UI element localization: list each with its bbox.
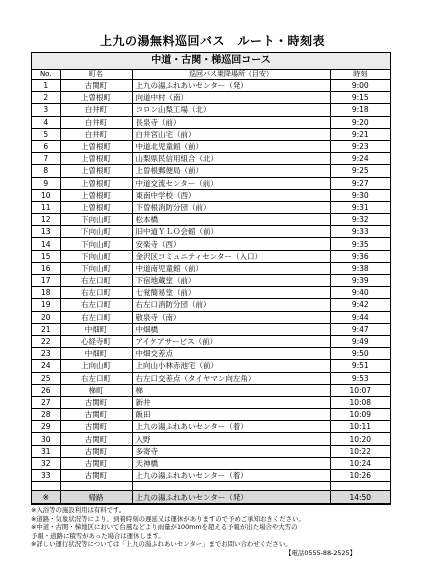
phone-number: 【電話0555-88-2525】 [285, 548, 356, 557]
note-line: ※入浴等の施設利用は有料です。 [31, 506, 126, 514]
row-no: 25 [32, 372, 60, 384]
row-time: 9:44 [330, 311, 390, 323]
row-stop: 白井宮山宅（前） [132, 128, 330, 140]
row-town: 上曽根町 [60, 177, 132, 189]
row-stop: アイケアサービス（前） [132, 335, 330, 347]
row-time: 9:39 [330, 275, 390, 287]
row-stop: 金沢区コミュニティセンター（入口） [132, 250, 330, 262]
row-stop: 長泉寺（前） [132, 116, 330, 128]
row-no: 16 [32, 262, 60, 274]
return-stop: 上九の湯ふれあいセンター（発） [132, 491, 330, 504]
row-no: 18 [32, 287, 60, 299]
row-stop: 新井 [132, 396, 330, 408]
row-time: 9:33 [330, 226, 390, 238]
row-no: 22 [32, 335, 60, 347]
row-no: 8 [32, 165, 60, 177]
row-no: 26 [32, 384, 60, 396]
note-line: ※中道・古関・梯地区において台風などより雨量が100mmを超える予報が出た場合や大雪の [31, 523, 298, 532]
row-stop: 右左口消防分団（前） [132, 299, 330, 311]
row-time: 9:32 [330, 214, 390, 226]
table-row [32, 128, 390, 140]
timetable-sheet [31, 52, 391, 505]
row-no: 11 [32, 201, 60, 213]
row-no: 12 [32, 214, 60, 226]
row-no: 10 [32, 189, 60, 201]
row-town: 古関町 [60, 80, 132, 92]
row-stop: 中道北児童館（前） [132, 140, 330, 152]
row-no: 32 [32, 457, 60, 469]
table-row [32, 153, 390, 165]
table-row [32, 372, 390, 384]
table-row [32, 335, 390, 347]
row-town: 上曽根町 [60, 153, 132, 165]
row-time: 10:20 [330, 433, 390, 445]
row-stop: 旧中道ＹＬＯ会館（前） [132, 226, 330, 238]
note-line: ※詳しい運行状況等については「上九の湯ふれあいセンター」までお問い合わせください。 [31, 540, 292, 549]
timetable-body [32, 80, 390, 482]
row-no: 24 [32, 360, 60, 372]
header-row [32, 70, 390, 80]
table-row [32, 165, 390, 177]
row-town: 上向山町 [60, 360, 132, 372]
table-row [32, 140, 390, 152]
table-row [32, 287, 390, 299]
row-no: 4 [32, 116, 60, 128]
table-row [32, 177, 390, 189]
table-row [32, 189, 390, 201]
row-stop: 上九の湯ふれあいセンター（発） [132, 80, 330, 92]
header-time: 時刻 [330, 70, 390, 80]
row-town: 古関町 [60, 409, 132, 421]
table-row [32, 409, 390, 421]
row-no: 19 [32, 299, 60, 311]
row-town: 古関町 [60, 396, 132, 408]
row-no: 3 [32, 104, 60, 116]
note-line: ※道路・気象状況等により、到着時刻の遅延又は運休がありますので予めご承知おきください。 [31, 514, 305, 523]
row-time: 9:18 [330, 104, 390, 116]
row-time: 10:09 [330, 409, 390, 421]
row-town: 下向山町 [60, 214, 132, 226]
header-town: 町名 [60, 70, 132, 80]
row-stop: 安楽寺（西） [132, 238, 330, 250]
row-stop: 上九の湯ふれあいセンター（着） [132, 470, 330, 482]
table-row [32, 262, 390, 274]
row-stop: 向道中村（南） [132, 92, 330, 104]
row-town: 古関町 [60, 433, 132, 445]
row-stop: コロン山梨工場（北） [132, 104, 330, 116]
row-town: 下向山町 [60, 226, 132, 238]
row-time: 9:15 [330, 92, 390, 104]
row-time: 9:42 [330, 299, 390, 311]
row-no: 31 [32, 445, 60, 457]
row-town: 白井町 [60, 116, 132, 128]
row-stop: 中畑交差点 [132, 348, 330, 360]
row-stop: 上曽根郵便局（前） [132, 165, 330, 177]
row-town: 古関町 [60, 470, 132, 482]
row-town: 右左口町 [60, 372, 132, 384]
return-town: 帰路 [60, 491, 132, 504]
table-row [32, 214, 390, 226]
row-time: 10:07 [330, 384, 390, 396]
row-time: 9:51 [330, 360, 390, 372]
row-town: 上曽根町 [60, 140, 132, 152]
row-time: 9:49 [330, 335, 390, 347]
row-town: 上曽根町 [60, 189, 132, 201]
row-no: 14 [32, 238, 60, 250]
row-town: 上曽根町 [60, 165, 132, 177]
row-town: 上曽根町 [60, 201, 132, 213]
row-no: 20 [32, 311, 60, 323]
row-time: 9:47 [330, 323, 390, 335]
note-line: 予報・道路に積雪があった場合は運休します。 [31, 531, 165, 540]
row-no: 6 [32, 140, 60, 152]
table-row [32, 433, 390, 445]
table-row [32, 360, 390, 372]
row-stop: 梯 [132, 384, 330, 396]
table-row [32, 396, 390, 408]
row-stop: 東南中学校（西） [132, 189, 330, 201]
row-no: 7 [32, 153, 60, 165]
row-stop: 天神橋 [132, 457, 330, 469]
row-stop: 多寄寺 [132, 445, 330, 457]
course-name: 中道・古関・梯巡回コース [32, 53, 390, 70]
row-town: 古関町 [60, 421, 132, 433]
table-row [32, 201, 390, 213]
row-town: 下向山町 [60, 262, 132, 274]
table-row [32, 238, 390, 250]
row-no: 15 [32, 250, 60, 262]
spacer-row [32, 482, 390, 491]
row-town: 下向山町 [60, 238, 132, 250]
table-row [32, 445, 390, 457]
row-town: 上曽根町 [60, 92, 132, 104]
timetable [32, 70, 390, 504]
row-time: 9:00 [330, 80, 390, 92]
row-stop: 七覚簡易堂（前） [132, 287, 330, 299]
table-row [32, 384, 390, 396]
table-row [32, 311, 390, 323]
return-time: 14:50 [330, 491, 390, 504]
row-town: 梯町 [60, 384, 132, 396]
row-time: 9:36 [330, 250, 390, 262]
row-no: 29 [32, 421, 60, 433]
row-time: 9:25 [330, 165, 390, 177]
row-time: 9:23 [330, 140, 390, 152]
row-stop: 入野 [132, 433, 330, 445]
row-no: 2 [32, 92, 60, 104]
row-stop: 飯田 [132, 409, 330, 421]
row-no: 33 [32, 470, 60, 482]
row-stop: 中畑橋 [132, 323, 330, 335]
table-row [32, 226, 390, 238]
header-stop: 巡回バス乗降場所（目安） [132, 70, 330, 80]
row-no: 13 [32, 226, 60, 238]
row-no: 23 [32, 348, 60, 360]
row-time: 10:08 [330, 396, 390, 408]
return-no: ※ [32, 491, 60, 504]
row-time: 9:31 [330, 201, 390, 213]
row-time: 10:22 [330, 445, 390, 457]
row-town: 右左口町 [60, 275, 132, 287]
row-time: 9:53 [330, 372, 390, 384]
table-row [32, 250, 390, 262]
row-town: 右左口町 [60, 287, 132, 299]
row-time: 9:21 [330, 128, 390, 140]
row-time: 9:40 [330, 287, 390, 299]
page-title: 上九の湯無料巡回バス ルート・時刻表 [99, 34, 325, 48]
row-stop: 中道南児童館（前） [132, 262, 330, 274]
row-stop: 上向山小林赤池宅（前） [132, 360, 330, 372]
row-town: 古関町 [60, 457, 132, 469]
table-row [32, 421, 390, 433]
row-town: 心経寺町 [60, 335, 132, 347]
row-stop: 中道交流センター（前） [132, 177, 330, 189]
row-time: 9:27 [330, 177, 390, 189]
table-row [32, 92, 390, 104]
table-row [32, 348, 390, 360]
row-stop: 山梨県民信用組合（北） [132, 153, 330, 165]
row-no: 17 [32, 275, 60, 287]
table-row [32, 80, 390, 92]
row-time: 9:50 [330, 348, 390, 360]
row-town: 右左口町 [60, 299, 132, 311]
row-stop: 敬泉寺（南） [132, 311, 330, 323]
row-no: 21 [32, 323, 60, 335]
row-time: 10:24 [330, 457, 390, 469]
row-time: 9:24 [330, 153, 390, 165]
row-town: 白井町 [60, 128, 132, 140]
row-stop: 上九の湯ふれあいセンター（着） [132, 421, 330, 433]
row-town: 白井町 [60, 104, 132, 116]
row-time: 10:11 [330, 421, 390, 433]
row-time: 9:20 [330, 116, 390, 128]
return-row [32, 491, 390, 504]
row-time: 10:26 [330, 470, 390, 482]
header-no: No. [32, 70, 60, 80]
row-no: 28 [32, 409, 60, 421]
row-stop: 松本橋 [132, 214, 330, 226]
row-town: 中畑町 [60, 323, 132, 335]
row-no: 27 [32, 396, 60, 408]
row-no: 30 [32, 433, 60, 445]
row-town: 古関町 [60, 445, 132, 457]
row-time: 9:38 [330, 262, 390, 274]
row-time: 9:30 [330, 189, 390, 201]
table-row [32, 323, 390, 335]
row-town: 下向山町 [60, 250, 132, 262]
table-row [32, 275, 390, 287]
table-row [32, 457, 390, 469]
row-stop: 右左口交差点（タイヤマン向左角） [132, 372, 330, 384]
row-time: 9:35 [330, 238, 390, 250]
table-row [32, 299, 390, 311]
row-town: 中畑町 [60, 348, 132, 360]
row-no: 1 [32, 80, 60, 92]
row-no: 9 [32, 177, 60, 189]
table-row [32, 104, 390, 116]
table-row [32, 470, 390, 482]
row-town: 右左口町 [60, 311, 132, 323]
row-stop: 下宿地蔵堂（前） [132, 275, 330, 287]
row-no: 5 [32, 128, 60, 140]
notes [31, 506, 401, 558]
table-row [32, 116, 390, 128]
row-stop: 下曽根消防分団（前） [132, 201, 330, 213]
